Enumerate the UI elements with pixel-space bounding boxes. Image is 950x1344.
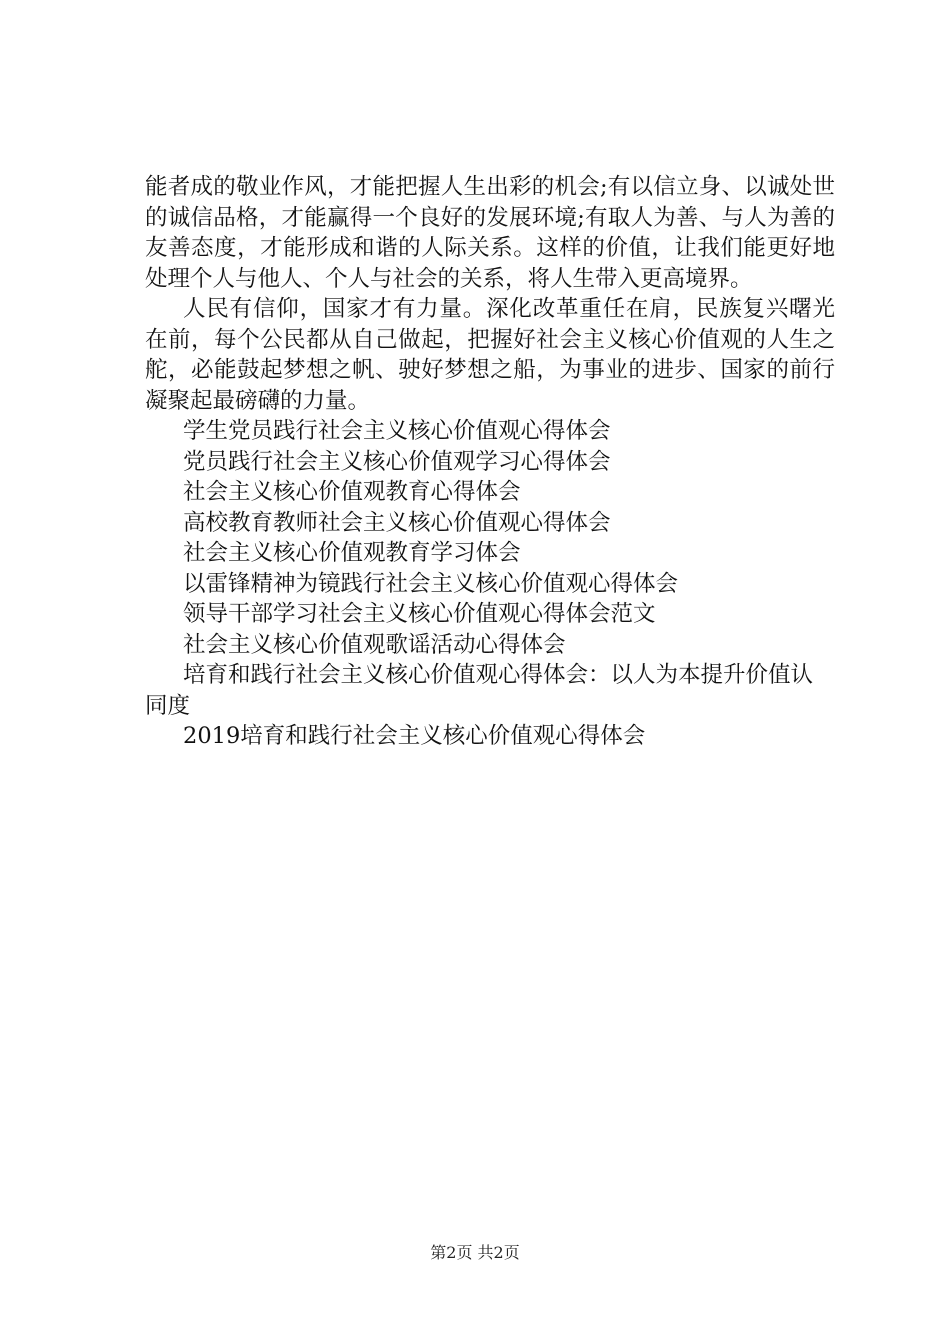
related-article-link[interactable]: 以雷锋精神为镜践行社会主义核心价值观心得体会 [183, 570, 679, 597]
related-article-link[interactable]: 培育和践行社会主义核心价值观心得体会：以人为本提升价值认同度 [145, 662, 814, 719]
page-indicator: 第2页 共2页 [430, 1243, 520, 1262]
related-article-link[interactable]: 2019培育和践行社会主义核心价值观心得体会 [183, 723, 646, 749]
body-paragraph: 人民有信仰，国家才有力量。深化改革重任在肩，民族复兴曙光在前，每个公民都从自己做起，把握好社会主义核心价值观的人生之舵，必能鼓起梦想之帆、驶好梦想之船，为事业的进步、国家的前行凝聚起最磅礴的力量。 [145, 296, 835, 414]
related-articles-list [145, 416, 835, 752]
related-article-link[interactable]: 党员践行社会主义核心价值观学习心得体会 [183, 448, 611, 475]
related-article-link[interactable]: 社会主义核心价值观教育心得体会 [183, 479, 521, 505]
document-body [145, 172, 835, 752]
related-article-link[interactable]: 社会主义核心价值观教育学习体会 [183, 540, 521, 566]
related-article-link[interactable]: 领导干部学习社会主义核心价值观心得体会范文 [183, 601, 656, 627]
related-article-link[interactable]: 学生党员践行社会主义核心价值观心得体会 [183, 418, 611, 444]
body-paragraph: 能者成的敬业作风，才能把握人生出彩的机会;有以信立身、以诚处世的诚信品格，才能赢得一个良好的发展环境;有取人为善、与人为善的友善态度，才能形成和谐的人际关系。这样的价值，让我们能更好地处理个人与他人、个人与社会的关系，将人生带入更高境界。 [145, 174, 835, 292]
related-article-link[interactable]: 社会主义核心价值观歌谣活动心得体会 [183, 631, 566, 658]
related-article-link[interactable]: 高校教育教师社会主义核心价值观心得体会 [183, 509, 611, 536]
